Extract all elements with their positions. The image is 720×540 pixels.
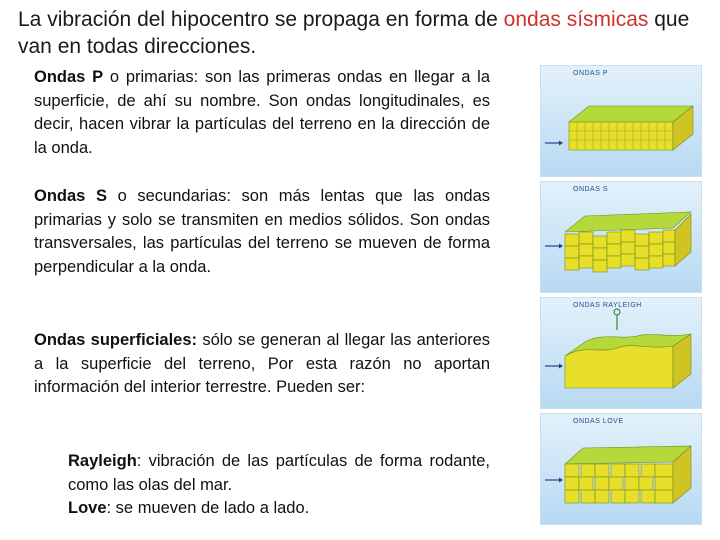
love-item — [68, 497, 490, 521]
paragraph-p-waves — [34, 66, 490, 160]
s-wave-diagram-icon — [541, 182, 701, 292]
paragraph-surface-types — [68, 450, 490, 521]
paragraph-s-waves — [34, 185, 490, 279]
panel-label-p: ONDAS P — [573, 70, 609, 77]
term-ondas-s: Ondas S — [34, 187, 107, 205]
term-ondas-superficiales: Ondas superficiales: — [34, 331, 198, 349]
panel-label-s: ONDAS S — [573, 186, 609, 193]
panel-ondas-p — [540, 65, 702, 177]
panel-label-rayleigh: ONDAS RAYLEIGH — [573, 302, 642, 309]
term-love: Love — [68, 499, 107, 517]
title-part-3: que van en todas direcciones. — [18, 8, 690, 58]
title-highlight-ondas: ondas — [503, 8, 561, 31]
p-waves-text: o primarias: son las primeras ondas en llegar a la superficie, de ahí su nombre. Son ondas longitudinales, es decir, hacen vibrar la partículas del terreno en la dirección de la onda. — [34, 68, 490, 157]
panel-label-love: ONDAS LOVE — [573, 418, 624, 425]
panel-ondas-rayleigh — [540, 297, 702, 409]
rayleigh-wave-diagram-icon — [541, 298, 701, 408]
slide-title — [18, 6, 698, 60]
s-waves-text: o secundarias: son más lentas que las ondas primarias y solo se transmiten en medios sólidos. Son ondas transversales, las partículas del terreno se mueven de forma perpendicular a la onda. — [34, 187, 490, 276]
love-text: : se mueven de lado a lado. — [106, 499, 310, 517]
term-rayleigh: Rayleigh — [68, 452, 137, 470]
love-wave-diagram-icon — [541, 414, 701, 524]
rayleigh-text: : vibración de las partículas de forma rodante, como las olas del mar. — [68, 452, 490, 494]
title-highlight-sismicas: sísmicas — [566, 8, 649, 31]
surface-waves-text: sólo se generan al llegar las anteriores a la superficie del terreno, Por esta razón no aportan información del interior terrestre. Pueden ser: — [34, 331, 490, 396]
panel-ondas-s — [540, 181, 702, 293]
term-ondas-p: Ondas P — [34, 68, 104, 86]
p-wave-diagram-icon — [541, 66, 701, 176]
paragraph-surface-waves — [34, 329, 490, 400]
rayleigh-item — [68, 450, 490, 497]
title-part-1: La vibración del hipocentro se propaga en forma de — [18, 8, 504, 31]
panel-ondas-love — [540, 413, 702, 525]
